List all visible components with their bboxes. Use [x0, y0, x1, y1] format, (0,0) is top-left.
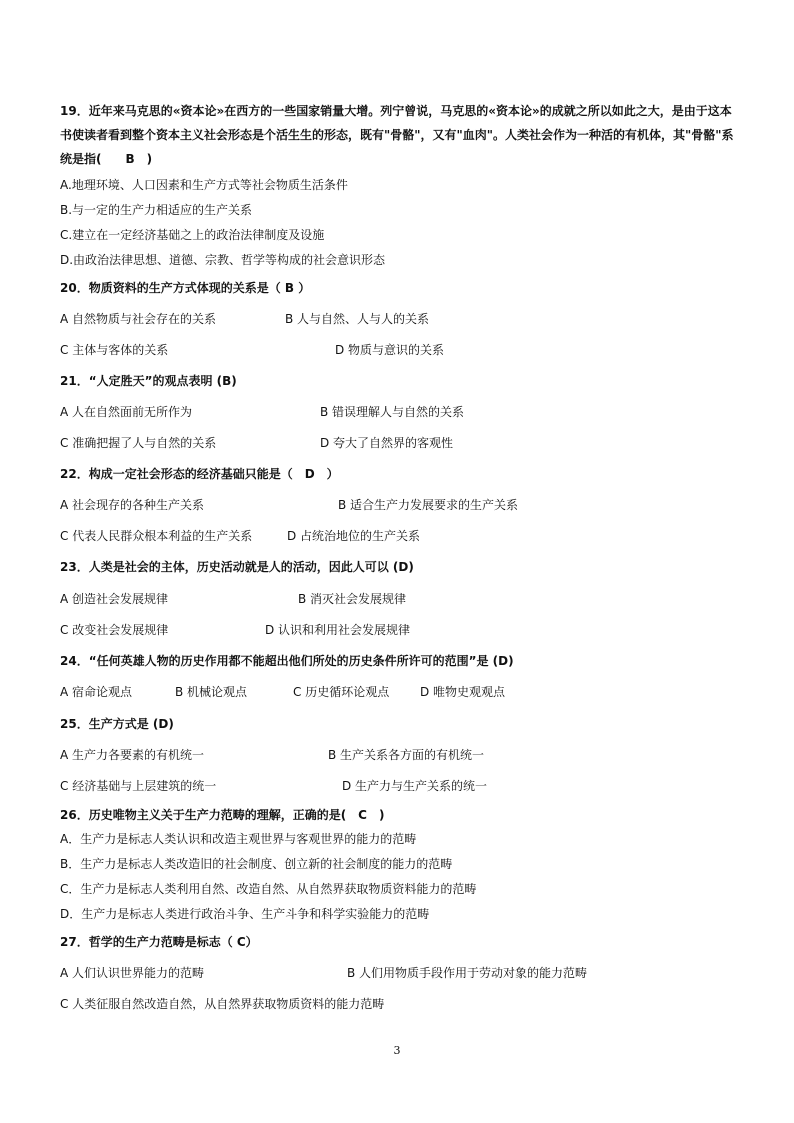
question-21-option-b: B 错误理解人与自然的关系	[320, 405, 465, 419]
question-23-option-a: A 创造社会发展规律	[60, 592, 169, 606]
question-22-stem: 22．构成一定社会形态的经济基础只能是（ D ）	[60, 467, 339, 481]
question-20-option-a: A 自然物质与社会存在的关系	[60, 312, 217, 326]
question-19-option-c: C.建立在一定经济基础之上的政治法律制度及设施	[60, 228, 325, 242]
question-27-stem: 27．哲学的生产力范畴是标志（ C）	[60, 935, 258, 949]
page-number: 3	[393, 1044, 401, 1057]
question-24-option-b: B 机械论观点	[175, 685, 248, 699]
question-27-option-a: A 人们认识世界能力的范畴	[60, 966, 205, 980]
question-25-option-a: A 生产力各要素的有机统一	[60, 748, 205, 762]
question-26-option-a: A．生产力是标志人类认识和改造主观世界与客观世界的能力的范畴	[60, 832, 417, 846]
question-19-option-b: B.与一定的生产力相适应的生产关系	[60, 203, 253, 217]
question-26-option-b: B．生产力是标志人类改造旧的社会制度、创立新的社会制度的能力的范畴	[60, 857, 453, 871]
question-21-option-d: D 夸大了自然界的客观性	[320, 436, 454, 450]
question-27-option-c: C 人类征服自然改造自然，从自然界获取物质资料的能力范畴	[60, 997, 385, 1011]
question-25-option-b: B 生产关系各方面的有机统一	[328, 748, 485, 762]
question-21-option-a: A 人在自然面前无所作为	[60, 405, 193, 419]
question-21-stem: 21．“人定胜天”的观点表明 (B)	[60, 374, 237, 388]
question-24-option-d: D 唯物史观观点	[420, 685, 506, 699]
question-27-option-b: B 人们用物质手段作用于劳动对象的能力范畴	[347, 966, 588, 980]
question-23-option-c: C 改变社会发展规律	[60, 623, 169, 637]
question-24-option-a: A 宿命论观点	[60, 685, 133, 699]
question-22-option-c: C 代表人民群众根本利益的生产关系	[60, 529, 253, 543]
question-19-stem: 19．近年来马克思的«资本论»在西方的一些国家销量大增。列宁曾说，马克思的«资本论»的成就之所以如此之大，是由于这本书使读者看到整个资本主义社会形态是个活生生的形态，既有"骨骼"，又有"血肉"。人类社会作为一种活的有机体，其"骨骼"系统是指( B )	[60, 104, 734, 166]
question-20-stem: 20．物质资料的生产方式体现的关系是（ B ）	[60, 281, 311, 295]
question-24-stem: 24．“任何英雄人物的历史作用都不能超出他们所处的历史条件所许可的范围”是 (D)	[60, 654, 514, 668]
question-26-stem: 26．历史唯物主义关于生产力范畴的理解，正确的是( C )	[60, 808, 385, 822]
question-23-stem: 23．人类是社会的主体，历史活动就是人的活动，因此人可以 (D)	[60, 560, 414, 574]
question-21-option-c: C 准确把握了人与自然的关系	[60, 436, 217, 450]
question-26-option-c: C．生产力是标志人类利用自然、改造自然、从自然界获取物质资料能力的范畴	[60, 882, 477, 896]
question-20-option-c: C 主体与客体的关系	[60, 343, 169, 357]
question-20-option-d: D 物质与意识的关系	[335, 343, 445, 357]
question-23-option-d: D 认识和利用社会发展规律	[265, 623, 411, 637]
question-25-stem: 25．生产方式是 (D)	[60, 717, 174, 731]
question-20-option-b: B 人与自然、人与人的关系	[285, 312, 430, 326]
question-19-option-d: D.由政治法律思想、道德、宗教、哲学等构成的社会意识形态	[60, 253, 386, 267]
question-22-option-a: A 社会现存的各种生产关系	[60, 498, 205, 512]
question-24-option-c: C 历史循环论观点	[293, 685, 390, 699]
question-19-option-a: A.地理环境、人口因素和生产方式等社会物质生活条件	[60, 178, 348, 192]
question-25-option-c: C 经济基础与上层建筑的统一	[60, 779, 217, 793]
question-23-option-b: B 消灭社会发展规律	[298, 592, 407, 606]
question-25-option-d: D 生产力与生产关系的统一	[342, 779, 488, 793]
question-22-option-d: D 占统治地位的生产关系	[287, 529, 421, 543]
question-26-option-d: D．生产力是标志人类进行政治斗争、生产斗争和科学实验能力的范畴	[60, 907, 430, 921]
question-22-option-b: B 适合生产力发展要求的生产关系	[338, 498, 519, 512]
